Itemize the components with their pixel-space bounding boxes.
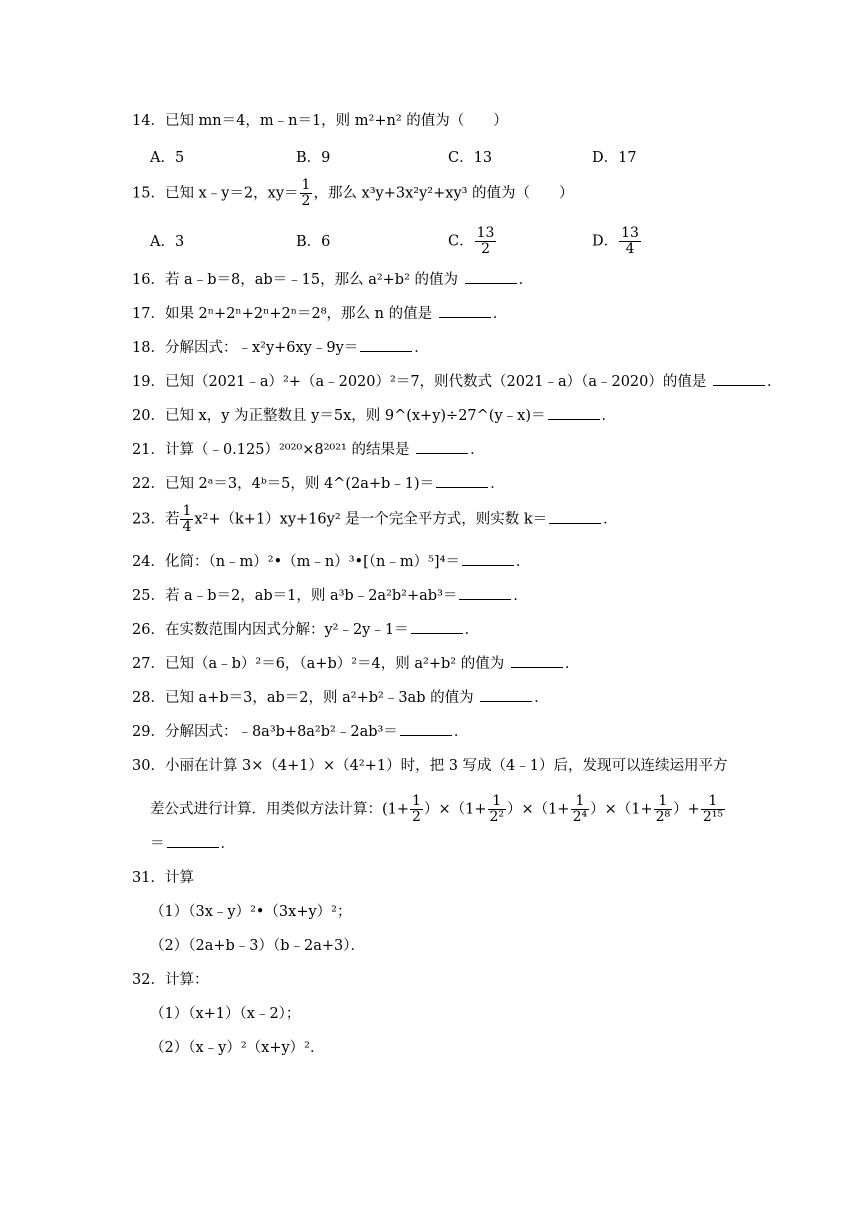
fraction-num: 1 bbox=[412, 793, 421, 809]
question-31-part-1-text: （1）（3x﹣y）²•（3x+y）²； bbox=[150, 904, 352, 920]
question-25-text: 25．若 a﹣b＝2，ab＝1，则 a³b﹣2a²b²+ab³＝ bbox=[132, 588, 458, 604]
fraction-den: 2⁴ bbox=[572, 809, 588, 825]
question-15 bbox=[132, 178, 574, 209]
fraction bbox=[571, 794, 590, 825]
fraction-num: 13 bbox=[621, 225, 639, 241]
term: ）+ bbox=[673, 801, 700, 818]
fraction-num: 1 bbox=[488, 794, 507, 810]
answer-blank bbox=[480, 689, 532, 702]
choice-d: D．17 bbox=[592, 150, 637, 166]
fraction bbox=[410, 794, 423, 825]
question-22-text: 22．已知 2ᵃ＝3，4ᵇ＝5，则 4^(2a+b﹣1)＝ bbox=[132, 476, 435, 492]
question-27: 27．已知（a﹣b）²＝6，（a+b）²＝4，则 a²+b² 的值为 ． bbox=[132, 656, 580, 672]
question-20-text: 20．已知 x，y 为正整数且 y＝5x，则 9^(x+y)÷27^(y﹣x)＝ bbox=[132, 408, 546, 424]
choice-a: A．3 bbox=[150, 234, 185, 250]
choice-d-label: D． bbox=[592, 233, 619, 250]
choice-c bbox=[448, 226, 497, 257]
question-18-text: 18．分解因式：﹣x²y+6xy﹣9y＝ bbox=[132, 340, 359, 356]
fraction-num: 1 bbox=[571, 794, 590, 810]
question-26-text: 26．在实数范围内因式分解：y²﹣2y﹣1＝ bbox=[132, 622, 409, 638]
question-24: 24．化简：（n﹣m）²•（m﹣n）³•[（n﹣m）⁵]⁴＝ ． bbox=[132, 554, 531, 570]
question-32-title: 32．计算： bbox=[132, 972, 209, 988]
question-21-text: 21．计算（﹣0.125）²⁰²⁰×8²⁰²¹ 的结果是 bbox=[132, 442, 410, 458]
question-28: 28．已知 a+b＝3，ab＝2，则 a²+b²﹣3ab 的值为 ． bbox=[132, 690, 549, 706]
choice-c-label: C． bbox=[448, 233, 474, 250]
question-26: 26．在实数范围内因式分解：y²﹣2y﹣1＝ ． bbox=[132, 622, 480, 638]
question-22: 22．已知 2ᵃ＝3，4ᵇ＝5，则 4^(2a+b﹣1)＝ ． bbox=[132, 476, 505, 492]
question-14 bbox=[132, 111, 508, 131]
fraction bbox=[654, 794, 673, 825]
question-31-title: 31．计算 bbox=[132, 870, 194, 886]
fraction-num: 1 bbox=[701, 794, 725, 810]
question-30-line-1 bbox=[132, 756, 728, 776]
question-17-text: 17．如果 2ⁿ+2ⁿ+2ⁿ+2ⁿ＝2⁸，那么 n 的值是 bbox=[132, 306, 433, 322]
choice-d bbox=[592, 226, 642, 257]
fraction-den: 2 bbox=[301, 193, 311, 209]
fraction-den: 2¹⁵ bbox=[702, 809, 723, 825]
question-20: 20．已知 x，y 为正整数且 y＝5x，则 9^(x+y)÷27^(y﹣x)＝ ． bbox=[132, 408, 616, 424]
question-27-text: 27．已知（a﹣b）²＝6，（a+b）²＝4，则 a²+b² 的值为 bbox=[132, 656, 505, 672]
choice-c: C．13 bbox=[448, 150, 493, 166]
choice-a: A．5 bbox=[150, 150, 185, 166]
answer-blank bbox=[465, 271, 517, 284]
answer-blank bbox=[360, 339, 412, 352]
question-23: 23．若 $\frac{1}{4}$ x²+（k+1）xy+16y² 是一个完全平方式，则实数 k＝ ． bbox=[132, 503, 618, 535]
choice-b: B．9 bbox=[296, 150, 331, 166]
question-30-line-2 bbox=[150, 794, 726, 825]
fraction-den: 4 bbox=[182, 519, 192, 535]
fraction-num: 1 bbox=[654, 794, 673, 810]
question-28-text: 28．已知 a+b＝3，ab＝2，则 a²+b²﹣3ab 的值为 bbox=[132, 690, 474, 706]
answer-blank bbox=[462, 553, 514, 566]
question-30-line-3: ＝ ． bbox=[150, 836, 235, 852]
question-16: 16．若 a﹣b＝8，ab＝﹣15，那么 a²+b² 的值为 ． bbox=[132, 272, 534, 288]
question-32 bbox=[132, 970, 208, 990]
question-15-text-b: ，那么 x³y+3x²y²+xy³ 的值为（ ） bbox=[313, 185, 574, 202]
answer-blank bbox=[511, 655, 563, 668]
answer-blank bbox=[436, 475, 488, 488]
question-29-text: 29．分解因式：﹣8a³b+8a²b²﹣2ab³＝ bbox=[132, 724, 398, 740]
answer-blank bbox=[416, 441, 468, 454]
question-30-text-2: 差公式进行计算．用类似方法计算： bbox=[150, 801, 382, 818]
term: ）×（1+ bbox=[590, 801, 653, 818]
question-30-text-1: 30．小丽在计算 3×（4+1）×（4²+1）时，把 3 写成（4﹣1）后，发现可以连续运用平方 bbox=[132, 758, 728, 774]
question-23-text-b: x²+（k+1）xy+16y² 是一个完全平方式，则实数 k＝ bbox=[194, 511, 548, 528]
fraction-13-2 bbox=[475, 226, 497, 257]
question-32-part-2-text: （2）（x﹣y）²（x+y）²． bbox=[150, 1040, 325, 1056]
fraction-den: 2 bbox=[412, 809, 421, 825]
answer-blank bbox=[549, 511, 601, 524]
question-14-text: 14．已知 mn＝4，m﹣n＝1，则 m²+n² 的值为（ ） bbox=[132, 113, 508, 129]
fraction bbox=[701, 794, 725, 825]
question-31-part-2 bbox=[150, 936, 365, 956]
question-29: 29．分解因式：﹣8a³b+8a²b²﹣2ab³＝ ． bbox=[132, 724, 469, 740]
question-23-text-a: 23．若 bbox=[132, 511, 180, 528]
fraction-num: 13 bbox=[476, 225, 495, 241]
term: ）×（1+ bbox=[423, 801, 487, 818]
term: (1+ bbox=[382, 801, 410, 818]
fraction-den: 4 bbox=[625, 241, 635, 257]
question-32-part-1 bbox=[150, 1004, 300, 1024]
question-17: 17．如果 2ⁿ+2ⁿ+2ⁿ+2ⁿ＝2⁸，那么 n 的值是 ． bbox=[132, 306, 508, 322]
question-19-text: 19．已知（2021﹣a）²+（a﹣2020）²＝7，则代数式（2021﹣a）（a﹣2020）的值是 bbox=[132, 374, 707, 390]
fraction-den: 2⁸ bbox=[655, 809, 671, 825]
choice-b: B．6 bbox=[296, 234, 331, 250]
answer-blank bbox=[400, 723, 452, 736]
question-16-text: 16．若 a﹣b＝8，ab＝﹣15，那么 a²+b² 的值为 bbox=[132, 272, 459, 288]
question-32-part-2 bbox=[150, 1038, 325, 1058]
question-31 bbox=[132, 868, 194, 888]
fraction bbox=[488, 794, 507, 825]
term: ）×（1+ bbox=[507, 801, 570, 818]
fraction-den: 2² bbox=[489, 809, 505, 825]
answer-blank bbox=[548, 407, 600, 420]
question-25: 25．若 a﹣b＝2，ab＝1，则 a³b﹣2a²b²+ab³＝ ． bbox=[132, 588, 528, 604]
answer-blank bbox=[167, 835, 219, 848]
question-15-text-a: 15．已知 x﹣y＝2，xy＝ bbox=[132, 185, 299, 202]
question-31-part-2-text: （2）（2a+b﹣3）（b﹣2a+3）． bbox=[150, 938, 366, 954]
question-21: 21．计算（﹣0.125）²⁰²⁰×8²⁰²¹ 的结果是 ． bbox=[132, 442, 485, 458]
fraction-half bbox=[300, 178, 313, 209]
question-30-text-3: ＝ bbox=[150, 836, 165, 852]
fraction-quarter bbox=[180, 504, 193, 535]
fraction-num: 1 bbox=[301, 177, 311, 193]
answer-blank bbox=[439, 305, 491, 318]
fraction-13-4 bbox=[619, 226, 641, 257]
question-18: 18．分解因式：﹣x²y+6xy﹣9y＝ ． bbox=[132, 340, 429, 356]
answer-blank bbox=[713, 373, 765, 386]
fraction-num: 1 bbox=[182, 503, 192, 519]
answer-blank bbox=[411, 621, 463, 634]
answer-blank bbox=[459, 587, 511, 600]
question-31-part-1 bbox=[150, 902, 352, 922]
question-32-part-1-text: （1）（x+1）（x﹣2）； bbox=[150, 1006, 301, 1022]
question-19: 19．已知（2021﹣a）²+（a﹣2020）²＝7，则代数式（2021﹣a）（a﹣2020）的值是 ． bbox=[132, 374, 782, 390]
question-24-text: 24．化简：（n﹣m）²•（m﹣n）³•[（n﹣m）⁵]⁴＝ bbox=[132, 554, 460, 570]
fraction-den: 2 bbox=[481, 241, 490, 257]
